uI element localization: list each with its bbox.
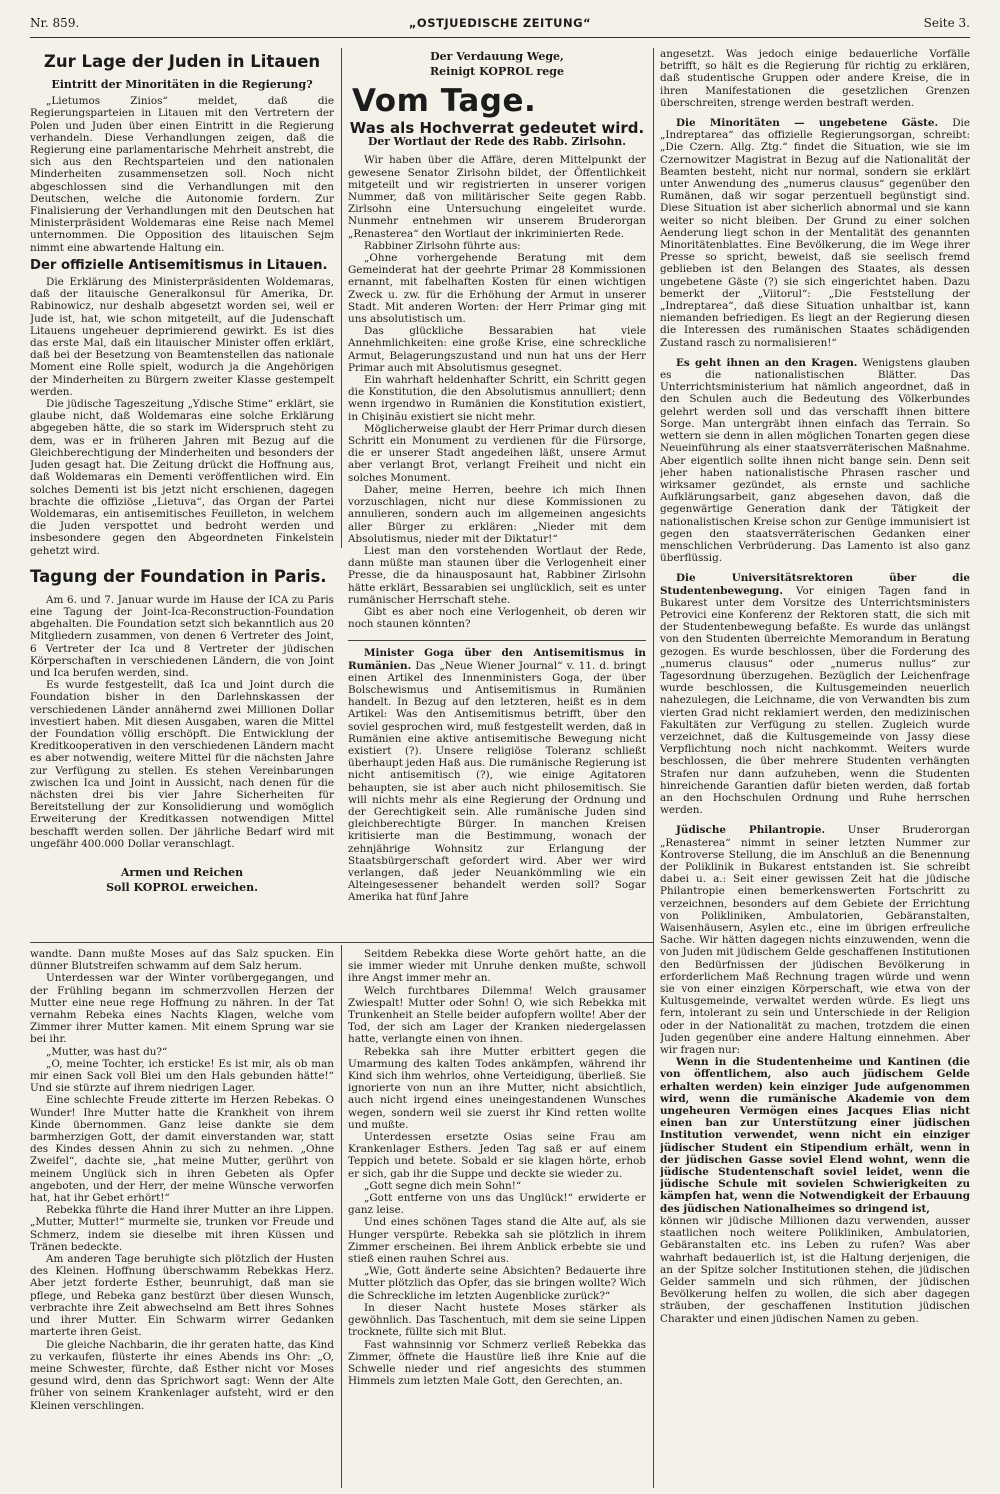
paragraph: „Lietumos Zinios“ meldet, daß die Regierungsparteien in Litauen mit den Vertretern der Polen und Juden über einen Eintritt in die Regierung verhandeln. Diese Verhandlungen zeigen, daß die Regierung eine parlamentarische Mehrheit anstrebt, die sich aus den Rechtsparteien und den nationalen Minderheiten zusammensetzen soll. Noch nicht abgeschlossen sind die Verhandlungen mit den Deutschen, welche die Autonomie fordern. Zur Finalisierung der Verhandlungen mit den Deutschen hat Ministerpräsident Woldemaras eine Reise nach Memel unternommen. Die Opposition des litauischen Sejm nimmt eine abwartende Haltung ein.: [30, 95, 334, 254]
paragraph: Unterdessen war der Winter vorübergegangen, und der Frühling begann im schmerzvollen Herzen der Mutter eine neue rege Hoffnung zu nähren. In der Tat vernahm Rebeka eines Nachts Klagen, welche vom Zimmer ihrer Mutter kamen. Mit einem Sprung war sie bei ihr.: [30, 972, 334, 1046]
paragraph: „Ohne vorhergehende Beratung mit dem Gemeinderat hat der geehrte Primar 28 Kommissionen ernannt, mit fabelhaften Kosten für einen wichtigen Zweck u. zw. für die Erhöhung der Armut in unserer Stadt. Mit anderen Worten: der Herr Primar ging mit uns absolutistisch um.: [348, 252, 646, 326]
ad-line: Der Verdauung Wege,: [430, 50, 564, 63]
article-title-philantropie: Jüdische Philantropie.: [676, 824, 826, 837]
paragraph: Rebekka sah ihre Mutter erbittert gegen die Umarmung des kalten Todes ankämpfen, während ihr Kind sich ihm wehrlos, ohne Verteidigung, überließ. Sie ignorierte von nun an ihre Mutter, nicht absichtlich, auch nicht irgend eines uneingestandenen Wunsches wegen, sondern weil sie zuerst ihr Kind retten wollte und mußte.: [348, 1045, 646, 1131]
paragraph: „Wie, Gott änderte seine Absichten? Bedauerte ihre Mutter plötzlich das Opfer, das sie bringen wollte? Wich die Schreckliche im letzten Augenblicke zurück?“: [348, 1265, 646, 1302]
section-divider: [30, 942, 653, 943]
column-divider: [653, 48, 654, 1488]
column-3: [660, 48, 970, 1488]
paragraph: Die Erklärung des Ministerpräsidenten Woldemaras, daß der litauische Generalkonsul für Amerika, Dr. Rabinowicz, nur deshalb abgesetzt worden sei, weil er Jude ist, hat, wie schon mitgeteilt, auf die Judenschaft Litauens ungeheuer deprimierend gewirkt. Es ist dies das erste Mal, daß ein litauischer Minister offen erklärt, daß bei der Besetzung von Beamtenstellen das nationale Moment eine Rolle spielt, wodurch ja die Angehörigen der Minderheiten zu Bürgern zweiter Klasse gestempelt werden.: [30, 276, 334, 398]
article-subtitle: Der Wortlaut der Rede des Rabb. Zirlsohn.: [368, 135, 626, 149]
article-title-hochverrat: Was als Hochverrat gedeutet wird.: [349, 119, 645, 137]
column-1: [30, 48, 334, 938]
article-title-foundation: Tagung der Foundation in Paris.: [30, 566, 327, 586]
article-title-kragen: Es geht ihnen an den Kragen.: [676, 356, 858, 369]
page-number: Seite 3.: [923, 16, 970, 30]
paragraph: Welch furchtbares Dilemma! Welch grausamer Zwiespalt! Mutter oder Sohn! O, wie sich Rebekka mit Trunkenheit an Stelle beider aufopfern wollte! Aber der Tod, der sich am Lager der Kranken niedergelassen hatte, verlangte einen von ihnen.: [348, 984, 646, 1046]
paragraph: „Mutter, was hast du?“: [46, 1045, 168, 1058]
paragraph: Wenigstens glauben es die nationalistischen Blätter. Das Unterrichtsministerium hat nämlich angeordnet, daß in den Schulen auch die Bedeutung des Völkerbundes gelehrt werden soll und das verschafft ihnen bittere Sorge. Man untergräbt ihnen einfach das Terrain. So wettern sie denn in allen möglichen Tonarten gegen diese Neueinführung als einer staatsverräterischen Maßnahme. Aber eigentlich sollte ihnen nicht bange sein. Denn seit jeher haben nationalistische Phrasen rascher und wirksamer gezündet, als ernste und sachliche Aufklärungsarbeit, ganz abgesehen davon, daß die gegenwärtige Generation dank der Tätigkeit der nationalistischen Kreise schon zur Genüge immunisiert ist gegen den staatsverräterischen Gedanken einer menschlichen Verbrüderung. Das Lamento ist also ganz überflüssig.: [660, 356, 970, 565]
paragraph: Gibt es aber noch eine Verlogenheit, ob deren wir noch staunen könnten?: [348, 605, 646, 631]
section-title: Vom Tage.: [352, 83, 537, 119]
paragraph: Möglicherweise glaubt der Herr Primar durch diesen Schritt ein Monument zu verdienen für die Fürsorge, die er unserer Stadt angedeihen läßt, unsere Armut aber verlangt Brot, verlangt Freiheit und nicht ein solches Monument.: [348, 422, 646, 484]
paragraph: Und eines schönen Tages stand die Alte auf, als sie Hunger verspürte. Rebekka sah sie plötzlich in ihrem Zimmer erscheinen. Bei ihrem Anblick erbebte sie und stieß einen rauhen Schrei aus.: [348, 1216, 646, 1266]
page-header: [30, 12, 970, 34]
article-title-minoritaeten: Die Minoritäten — ungebetene Gäste.: [676, 117, 939, 130]
ad-line: Armen und Reichen: [120, 865, 244, 879]
paragraph: wandte. Dann mußte Moses auf das Salz spucken. Ein dünner Blutstreifen schwamm auf dem Salz herum.: [30, 948, 334, 973]
paragraph: Es wurde festgestellt, daß Ica und Joint durch die Foundation bisher in den Darlehnskassen der verschiedenen Länder annähernd zwei Millionen Dollar investiert haben. Mit diesen Ausgaben, waren die Mittel der Foundation völlig erschöpft. Die Entwicklung der Kreditkooperativen in den verschiedenen Ländern macht es aber notwendig, weitere Mittel für die nächsten Jahre zur Verfügung zu stellen. Es stehen Vereinbarungen zwischen Ica und Joint in Aussicht, nach denen für die nächsten drei bis vier Jahre Sicherheiten für Bereitstellung der zur Konsolidierung und womöglich Erweiterung der Kreditkassen notwendigen Mittel beschafft werden sollen. Der jährliche Bedarf wird mit ungefähr 400.000 Dollar veranschlagt.: [30, 679, 334, 850]
article-title-goga: Minister Goga über den Antisemitismus in Rumänien.: [348, 647, 646, 672]
paragraph: Rabbiner Zirlsohn führte aus:: [364, 239, 521, 252]
ad-line: Reinigt KOPROL rege: [430, 65, 564, 78]
paragraph: „Gott segne dich mein Sohn!“: [364, 1179, 522, 1192]
ad-line: Soll KOPROL erweichen.: [106, 880, 258, 894]
header-rule: [30, 37, 970, 38]
paragraph: können wir jüdische Millionen dazu verwenden, ausser staatlichen noch weitere Polikliniken, Ambulatorien, Gebäranstalten etc. ins Leben zu rufen? Was aber wahrhaft bedauerlich ist, ist die Haltung derjenigen, die an der Spitze solcher Institutionen stehen, die jüdischen Gelder sammeln und sich rühmen, der jüdischen Bevölkerung helfen zu wollen, die sich aber dagegen sträuben, der geschaffenen Institution jüdischen Charakter und einen jüdischen Namen zu geben.: [660, 1214, 970, 1325]
paragraph: Seitdem Rebekka diese Worte gehört hatte, an die sie immer wieder mit Unruhe denken mußte, schwoll ihre Angst immer mehr an.: [348, 948, 646, 985]
paragraph: Rebekka führte die Hand ihrer Mutter an ihre Lippen. „Mutter, Mutter!“ murmelte sie, trunken vor Freude und Schmerz, indem sie dieselbe mit ihren Küssen und Tränen bedeckte.: [30, 1204, 334, 1253]
masthead: „OSTJUEDISCHE ZEITUNG“: [408, 16, 592, 30]
paragraph: Die „Indreptarea“ das offizielle Regierungsorgan, schreibt: „Die Czern. Allg. Ztg.“ findet die Situation, wie sie im Czernowitzer Magistrat in Bezug auf die Nationalität der Beamten besteht, nicht nur normal, sondern sie erklärt unter Anwendung des „numerus clausus“ gegenüber den Rumänen, daß wir sogar perzentuell begünstigt sind. Diese Situation ist aber sicherlich abnormal und sie kann weiter so nicht bleiben. Der Grund zu einer solchen Aenderung liegt schon in der Mentalität des genannten Minoritätenblattes. Eine Bevölkerung, die im Wege ihrer Presse so spricht, beweist, daß sie seelisch fremd geblieben ist den Belangen des Staates, als dessen ungebetene Gäste (?) sie sich eingerichtet haben. Dazu bemerkt der „Viitorul“: „Die Feststellung der „Indreptarea“, daß diese Situation unhaltbar ist, kann niemanden befriedigen. Es liegt an der Regierung diesen die Interessen des rumänischen Staates schädigenden Zustand rasch zu normalisieren!“: [660, 117, 970, 349]
article-title-antisemitismus: Der offizielle Antisemitismus in Litauen.: [30, 257, 328, 273]
paragraph-bold: Wenn in die Studentenheime und Kantinen (die von öffentlichem, also auch jüdischem Gelde erhalten werden) kein einziger Jude aufgenommen wird, wenn die rumänische Akademie von dem ungeheuren Vermögen eines Jacques Elias nicht einen ban zur Unterstützung einer jüdischen Institution verwendet, wenn nicht ein einziger jüdischer Student ein Stipendium erhält, wenn in der jüdischen Gasse soviel Elend wohnt, wenn die jüdische Studentenschaft soviel leidet, wenn die jüdische Schule mit sovielen Schwierigkeiten zu kämpfen hat, wenn die Notwendigkeit der Erbauung des jüdischen Nationalheimes so dringend ist,: [660, 1056, 970, 1215]
paragraph: Das glückliche Bessarabien hat viele Annehmlichkeiten: eine große Krise, eine schreckliche Armut, Belagerungszustand und nun hat uns der Herr Primar auch mit Absolutismus gesegnet.: [348, 325, 646, 374]
paragraph: Fast wahnsinnig vor Schmerz verließ Rebekka das Zimmer, öffnete die Haustüre ließ ihre Knie auf die Schwelle nieder und rief angesichts des stummen Himmels zum letzten Male Gott, den Gerechten, an.: [348, 1338, 646, 1388]
paragraph: Am anderen Tage beruhigte sich plötzlich der Husten des Kleinen. Hoffnung überschwamm Rebekkas Herz. Aber jetzt forderte Esther, beunruhigt, daß man sie pflege, und Rebeka ganz bestürzt über diesen Wunsch, verbrachte ihre Zeit abwechselnd am Bett ihres Sohnes und ihrer Mutter. Ein Schwarm wirrer Gedanken marterte ihren Geist.: [30, 1253, 334, 1339]
story-column-1: [30, 948, 334, 1488]
paragraph: Die gleiche Nachbarin, die ihr geraten hatte, das Kind zu verkaufen, flüsterte ihr eines Abends ins Ohr: „O, meine Schwester, fürchte, daß Esther nicht vor Moses gesund wird, denn das Sprichwort sagt: Wenn der Alte früher von seinem Krankenlager aufsteht, wird er den Kleinen verschlingen.: [30, 1338, 334, 1412]
paragraph: Die jüdische Tageszeitung „Ydische Stime“ erklärt, sie glaube nicht, daß Woldemaras eine solche Erklärung abgegeben hätte, die so stark im Widerspruch steht zu dem, was er in früheren Jahren mit Bezug auf die Gleichberechtigung der Minderheiten und besonders der Juden gesagt hat. Die Zeitung drückt die Hoffnung aus, daß Woldemaras ein Dementi veröffentlichen wird. Ein solches Dementi ist bis jetzt nicht erschienen, dagegen brachte die offiziöse „Lietuva“, das Organ der Partei Woldemaras, ein antisemitisches Feuilleton, in welchem die Juden verspottet und bedroht werden und insbesondere gegen den Abgeordneten Finkelstein gehetzt wird.: [30, 398, 334, 557]
paragraph: „Gott entferne von uns das Unglück!“ erwiderte er ganz leise.: [348, 1192, 646, 1217]
paragraph: Am 6. und 7. Januar wurde im Hause der ICA zu Paris eine Tagung der Joint-Ica-Reconstruction-Foundation abgehalten. Die Foundation setzt sich bekanntlich aus 20 Mitgliedern zusammen, von denen 6 Vertreter des Joint, 6 Vertreter der Ica und 8 Vertreter der jüdischen Körperschaften in verschiedenen Ländern, die von Joint und Ica berufen werden, sind.: [30, 593, 334, 679]
column-divider: [341, 945, 342, 1488]
paragraph: Ein wahrhaft heldenhafter Schritt, ein Schritt gegen die Konstitution, die den Absolutismus annulliert; denn wenn irgendwo in Rumänien die Konstitution existiert, in Chişinău existiert sie nicht mehr.: [348, 374, 646, 423]
column-2: [348, 48, 646, 938]
paragraph: Wir haben über die Affäre, deren Mittelpunkt der gewesene Senator Zirlsohn bildet, der Öffentlichkeit mitgeteilt und wir registrierten in unserer vorigen Nummer, daß von militärischer Seite gegen Rabb. Zirlsohn eine Untersuchung eingeleitet wurde. Nunmehr entnehmen wir unserem Bruderorgan „Renasterea“ den Wortlaut der inkriminierten Rede.: [348, 154, 646, 240]
paragraph: Unser Bruderorgan „Renasterea“ nimmt in seiner letzten Nummer zur Kontroverse Stellung, die im Anschluß an die Benennung der Poliklinik in Bukarest entstanden ist. Sie schreibt dabei u. a.: Seit einer gewissen Zeit hat die jüdische Philantropie einen bemerkenswerten Fortschritt zu verzeichnen, besonders auf dem Gebiete der Errichtung von Polikliniken, Ambulatorien, Gebäranstalten, Waisenhäusern, Asylen etc., eine im übrigen erfreuliche Sache. Wir hätten dagegen nichts einzuwenden, wenn die von Juden mit jüdischem Gelde geschaffenen Institutionen den Bedürfnissen der jüdischen Bevölkerung in erforderlichem Maß Rechnung tragen würde und wenn sie von einer einzigen Körperschaft, wie etwa von der Kultusgemeinde, verwaltet werden würde. Es liegt uns fern, intolerant zu sein und Unterschiede in der Religion oder in der Nationalität zu machen, trotzdem die einen Juden gegenüber eine andere Haltung einnehmen. Aber wir fragen nur:: [660, 824, 970, 1057]
column-divider: [341, 48, 342, 548]
issue-number: Nr. 859.: [30, 16, 80, 30]
paragraph: Das „Neue Wiener Journal“ v. 11. d. bringt einen Artikel des Innenministers Goga, der über Bolschewismus und Antisemitismus in Rumänien handelt. In Bezug auf den letzteren, heißt es in dem Artikel: Was den Antisemitismus betrifft, über den soviel gesprochen wird, muß festgestellt werden, daß in Rumänien eine aktive antisemitische Bewegung nicht existiert (?). Unsere religiöse Toleranz schließt überhaupt jeden Haß aus. Die rumänische Regierung ist nicht antisemitisch (?), wie einige Agitatoren behaupten, sie ist aber auch nicht philosemitisch. Sie will nichts mehr als eine Regierung der Ordnung und der Gerechtigkeit sein. Alle rumänische Juden sind gleichberechtigte Bürger. In manchen Kreisen kritisierte man die Bestimmung, wonach der zehnjährige Wohnsitz zur Erlangung der Staatsbürgerschaft gefordert wird. Aber wer wird verlangen, daß jeder Neuankömmling wie ein Alteingesessener behandelt werden soll? Sogar Amerika hat fünf Jahre: [348, 659, 646, 904]
paragraph: Vor einigen Tagen fand in Bukarest unter dem Vorsitze des Unterrichtsministers Petrovici eine Konferenz der Rektoren statt, die sich mit der Studentenbewegung befaßte. Es wurde das unlängst von den Studenten überreichte Memorandum in Beratung gezogen. Es wurde beschlossen, über die Forderung des „numerus clausus“ oder „numerus nullus“ zur Tagesordnung überzugehen. Bezüglich der Leichenfrage wurde beschlossen, die Kultusgemeinden neuerlich nahezulegen, die Leichname, die von Verwandten bis zum vierten Grad nicht reklamiert werden, den medizinischen Fakultäten zur Verfügung zu stellen. Zugleich wurde verzeichnet, daß die Kultusgemeinde von Jassy diese Verpflichtung noch nicht nachkommt. Weiters wurde beschlossen, die über mehrere Studenten verhängten Strafen nur dann aufzuheben, wenn die Studenten hinreichende Garantien dafür bieten werden, daß fortab an den Hochschulen Ordnung und Ruhe herrschen werden.: [660, 584, 970, 817]
article-title-rektoren: Die Universitätsrektoren über die Studentenbewegung.: [660, 572, 970, 597]
paragraph: angesetzt. Was jedoch einige bedauerliche Vorfälle betrifft, so hält es die Regierung für richtig zu erklären, daß studentische Gruppen oder andere Kreise, die in ihren Manifestationen die gesetzlichen Grenzen überschreiten, strenge werden bestraft werden.: [660, 48, 970, 109]
story-column-2: [348, 948, 646, 1488]
article-subtitle: Eintritt der Minoritäten in die Regierung?: [51, 78, 313, 91]
article-title-litauen: Zur Lage der Juden in Litauen: [43, 52, 321, 71]
paragraph: „O, meine Tochter, ich ersticke! Es ist mir, als ob man mir einen Sack voll Blei um den Hals gebunden hätte!“ Und sie stürzte auf ihrem niedrigen Lager.: [30, 1057, 334, 1095]
paragraph: Daher, meine Herren, beehre ich mich Ihnen vorzuschlagen, nicht nur diese Kommissionen zu annulieren, sondern auch im allgemeinen angesichts aller Bürger zu erklären: „Nieder mit dem Absolutismus, nieder mit der Diktatur!“: [348, 483, 646, 545]
paragraph: Unterdessen ersetzte Osias seine Frau am Krankenlager Esthers. Jeden Tag saß er auf einem Teppich und betete. Sobald er sie klagen hörte, erhob er sich, gab ihr die Suppe und deckte sie wieder zu.: [348, 1131, 646, 1180]
paragraph: Liest man den vorstehenden Wortlaut der Rede, dann müßte man staunen über die Verlogenheit einer Presse, die da hinausposaunt hat, Rabbiner Zirlsohn hätte erklärt, Bessarabien sei unglücklich, seit es unter rumänischer Herrschaft stehe.: [348, 544, 646, 606]
paragraph: In dieser Nacht hustete Moses stärker als gewöhnlich. Das Taschentuch, mit dem sie seine Lippen trocknete, füllte sich mit Blut.: [348, 1301, 646, 1339]
paragraph: Eine schlechte Freude zitterte im Herzen Rebekas. O Wunder! Ihre Mutter hatte die Krankheit von ihrem Kinde übernommen. Ganz leise dankte sie dem barmherzigen Gott, der damit einverstanden war, statt des Kindes dessen Ahnin zu sich zu nehmen. „Ohne Zweifel“, dachte sie, „hat meine Mutter, gerührt von meinem Unglück sich in ihren Gebeten als Opfer angeboten, und der Herr, der meine Wünsche verworfen hat, hat ihr Gebet erhört!“: [30, 1094, 334, 1205]
